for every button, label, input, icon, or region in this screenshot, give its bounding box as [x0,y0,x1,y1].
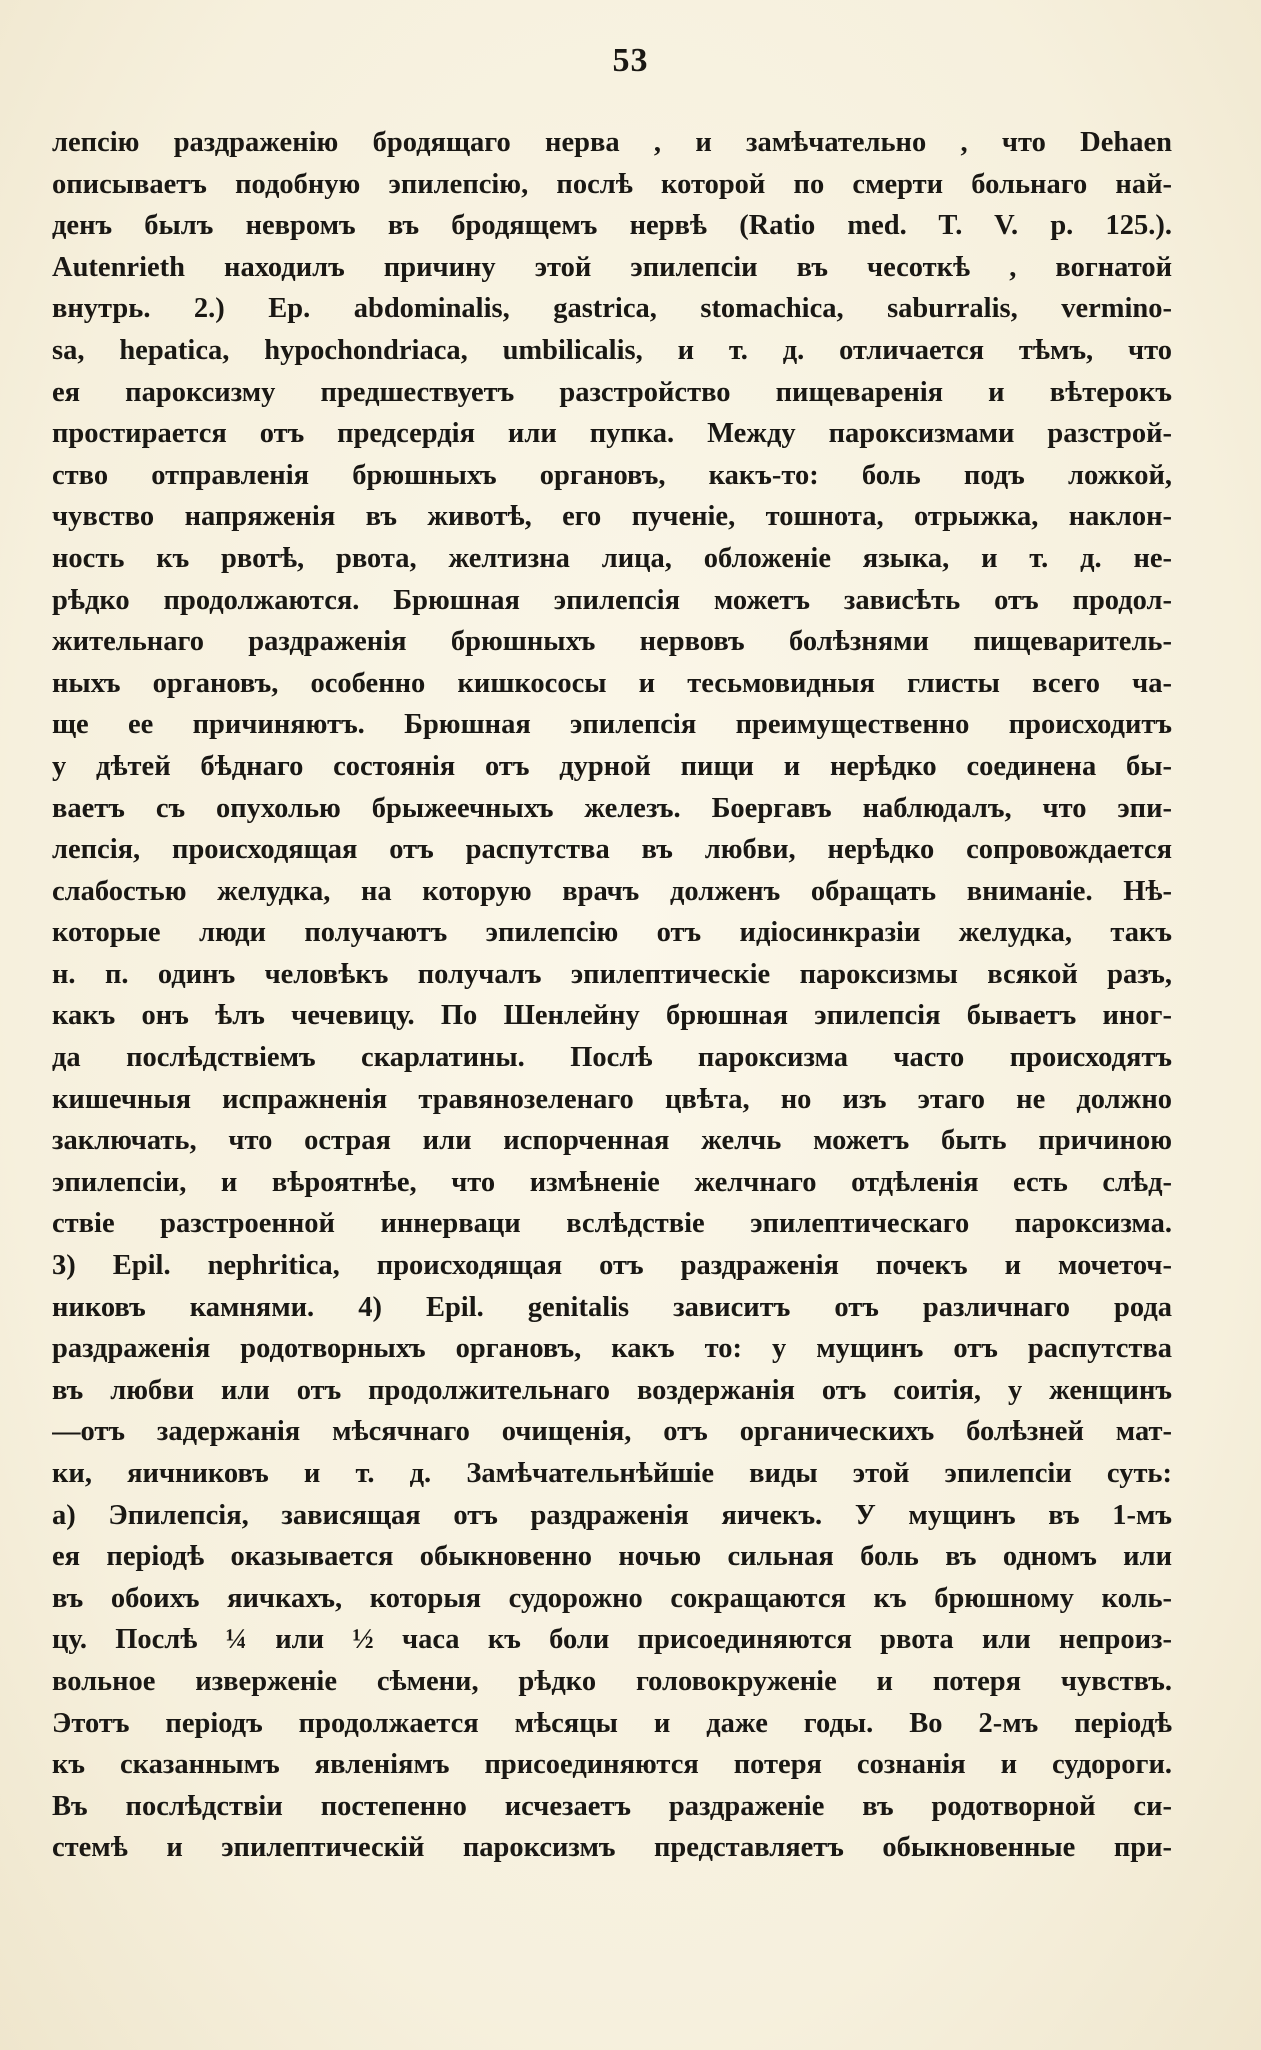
text-line: которые люди получаютъ эпилепсiю отъ идiосинкразiи желудка, такъ [52,917,1172,949]
text-line: н. п. одинъ человѣкъ получалъ эпилептическiе пароксизмы всякой разъ, [52,958,1172,990]
text-line: чувство напряженiя въ животѣ, его пученiе, тошнота, отрыжка, наклон- [52,501,1172,533]
text-line: а) Эпилепсiя, зависящая отъ раздраженiя яичекъ. У мущинъ въ 1-мъ [52,1499,1172,1531]
text-line: въ обоихъ яичкахъ, которыя судорожно сокращаются къ брюшному коль- [52,1582,1172,1614]
text-line: да послѣдствiемъ скарлатины. Послѣ пароксизма часто происходятъ [52,1042,1172,1074]
text-line: Autenrieth находилъ причину этой эпилепсiи въ чесоткѣ , вогнатой [52,251,1172,283]
text-line: раздраженiя родотворныхъ органовъ, какъ то: у мущинъ отъ распутства [52,1333,1172,1365]
text-line: простирается отъ предсердiя или пупка. Между пароксизмами разстрой- [52,418,1172,450]
text-line: стемѣ и эпилептическiй пароксизмъ представляетъ обыкновенные при- [52,1832,1172,1864]
page-number: 53 [612,42,649,79]
text-line: у дѣтей бѣднаго состоянiя отъ дурной пищи и нерѣдко соединена бы- [52,750,1172,782]
text-line: вольное изверженiе сѣмени, рѣдко головокруженiе и потеря чувствъ. [52,1665,1172,1697]
text-line: 3) Epil. nephritica, происходящая отъ раздраженiя почекъ и мочеточ- [52,1250,1172,1282]
text-line: sa, hepatica, hypochondriaca, umbilicalis, и т. д. отличается тѣмъ, что [52,334,1172,366]
text-line: ство отправленiя брюшныхъ органовъ, какъ-то: боль подъ ложкой, [52,459,1172,491]
text-line: цу. Послѣ ¼ или ½ часа къ боли присоединяются рвота или непроиз- [52,1624,1172,1656]
text-line: въ любви или отъ продолжительнаго воздержанiя отъ соитiя, у женщинъ [52,1374,1172,1406]
text-line: ея перiодѣ оказывается обыкновенно ночью сильная боль въ одномъ или [52,1541,1172,1573]
text-line: рѣдко продолжаются. Брюшная эпилепсiя можетъ зависѣть отъ продол- [52,584,1172,616]
text-line: жительнаго раздраженiя брюшныхъ нервовъ болѣзнями пищеваритель- [52,626,1172,658]
text-line: денъ былъ невромъ въ бродящемъ нервѣ (Ratio med. T. V. p. 125.). [52,210,1172,242]
text-line: описываетъ подобную эпилепсiю, послѣ которой по смерти больнаго най- [52,168,1172,200]
text-line: кишечныя испражненiя травянозеленаго цвѣта, но изъ этаго не должно [52,1083,1172,1115]
text-line: Въ послѣдствiи постепенно исчезаетъ раздраженiе въ родотворной си- [52,1790,1172,1822]
text-line: ныхъ органовъ, особенно кишкососы и тесьмовидныя глисты всего ча- [52,667,1172,699]
text-line: заключать, что острая или испорченная желчь можетъ быть причиною [52,1125,1172,1157]
text-line: внутрь. 2.) Ep. abdominalis, gastrica, stomachica, saburralis, vermino- [52,293,1172,325]
body-text [52,122,1172,1869]
text-line: ствiе разстроенной иннерваци вслѣдствiе эпилептическаго пароксизма. [52,1208,1172,1240]
text-line: ще ее причиняютъ. Брюшная эпилепсiя преимущественно происходитъ [52,709,1172,741]
text-line: Этотъ перiодъ продолжается мѣсяцы и даже годы. Во 2-мъ перiодѣ [52,1707,1172,1739]
text-line: лепсiю раздраженiю бродящаго нерва , и замѣчательно , что Dehaen [52,127,1172,158]
text-line: ность къ рвотѣ, рвота, желтизна лица, обложенiе языка, и т. д. не- [52,542,1172,574]
text-line: эпилепсiи, и вѣроятнѣе, что измѣненiе желчнаго отдѣленiя есть слѣд- [52,1166,1172,1198]
text-line: никовъ камнями. 4) Epil. genitalis зависитъ отъ различнаго рода [52,1291,1172,1323]
text-line: лепсiя, происходящая отъ распутства въ любви, нерѣдко сопровождается [52,834,1172,866]
text-line: слабостью желудка, на которую врачъ долженъ обращать вниманiе. Нѣ- [52,875,1172,907]
text-line: —отъ задержанiя мѣсячнаго очищенiя, отъ органическихъ болѣзней мат- [52,1416,1172,1448]
text-line: какъ онъ ѣлъ чечевицу. По Шенлейну брюшная эпилепсiя бываетъ иног- [52,1000,1172,1032]
text-line: къ сказаннымъ явленiямъ присоединяются потеря сознанiя и судороги. [52,1749,1172,1781]
text-line: ки, яичниковъ и т. д. Замѣчательнѣйшiе виды этой эпилепсiи суть: [52,1458,1172,1489]
text-line: ея пароксизму предшествуетъ разстройство пищеваренiя и вѣтерокъ [52,376,1172,408]
text-line: ваетъ съ опухолью брыжеечныхъ железъ. Боергавъ наблюдалъ, что эпи- [52,792,1172,824]
